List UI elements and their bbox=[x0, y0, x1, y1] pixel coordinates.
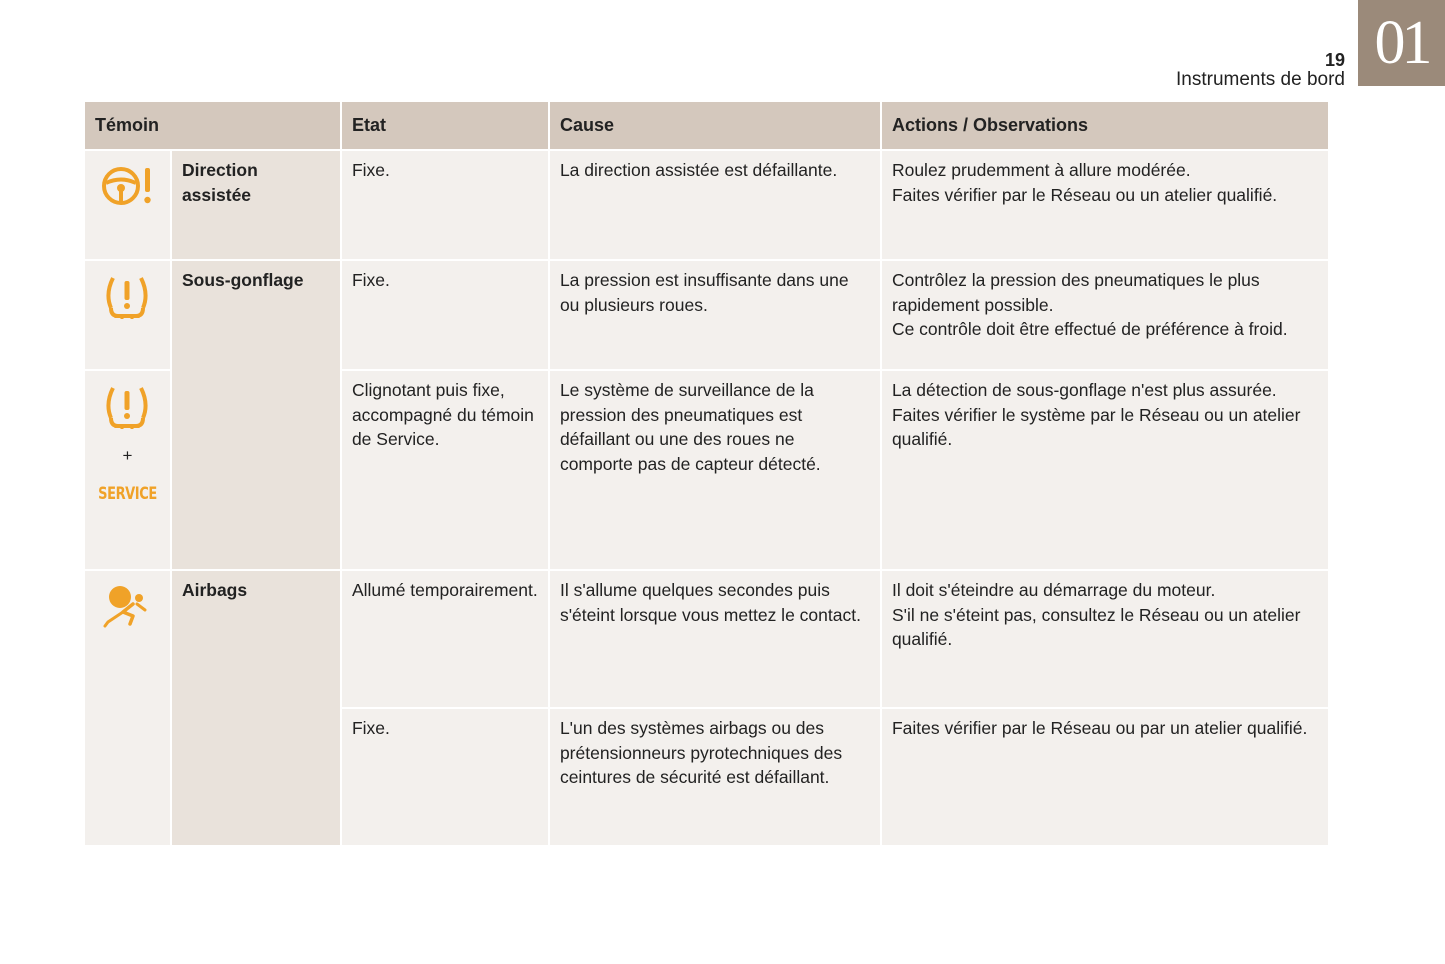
column-header-etat: Etat bbox=[342, 102, 548, 149]
column-header-temoin: Témoin bbox=[85, 102, 340, 149]
airbag-icon bbox=[93, 584, 162, 628]
icon-cell bbox=[85, 261, 170, 369]
cause-cell: Il s'allume quelques secondes puis s'éteint lorsque vous mettez le contact. bbox=[550, 571, 880, 707]
actions-cell bbox=[882, 709, 1328, 845]
plus-sign: + bbox=[122, 446, 133, 465]
service-warning-icon: SERVICE bbox=[98, 483, 157, 504]
actions-cell bbox=[882, 261, 1328, 369]
table-row bbox=[85, 151, 1328, 259]
action-line: Faites vérifier le système par le Réseau ou un atelier qualifié. bbox=[891, 404, 1301, 449]
action-line: Faites vérifier par le Réseau ou par un atelier qualifié. bbox=[891, 718, 1308, 738]
steering-warning-icon bbox=[93, 164, 162, 208]
chapter-tab: 01 bbox=[1358, 0, 1445, 86]
icon-cell bbox=[85, 571, 170, 845]
table-row bbox=[85, 261, 1328, 369]
cause-cell: Le système de surveillance de la pression des pneumatiques est défaillant ou une des roues ne comporte pas de capteur détecté. bbox=[550, 371, 880, 569]
action-line: S'il ne s'éteint pas, consultez le Réseau ou un atelier qualifié. bbox=[891, 604, 1301, 649]
icon-cell bbox=[85, 151, 170, 259]
action-line: Il doit s'éteindre au démarrage du moteur. bbox=[891, 580, 1216, 600]
column-header-cause: Cause bbox=[550, 102, 880, 149]
table-header-row bbox=[85, 102, 1328, 149]
cause-cell: La direction assistée est défaillante. bbox=[550, 151, 880, 259]
section-title: Instruments de bord bbox=[1176, 69, 1345, 90]
state-cell: Clignotant puis fixe, accompagné du témoin de Service. bbox=[342, 371, 548, 569]
state-cell: Allumé temporairement. bbox=[342, 571, 548, 707]
lamp-name: Sous-gonflage bbox=[172, 261, 340, 569]
table-row bbox=[85, 571, 1328, 707]
actions-cell bbox=[882, 571, 1328, 707]
action-line: Roulez prudemment à allure modérée. bbox=[891, 160, 1191, 180]
column-header-actions: Actions / Observations bbox=[882, 102, 1328, 149]
page-number: 19 bbox=[1324, 50, 1345, 70]
action-line: Ce contrôle doit être effectué de préférence à froid. bbox=[891, 319, 1288, 339]
cause-cell: La pression est insuffisante dans une ou plusieurs roues. bbox=[550, 261, 880, 369]
actions-cell bbox=[882, 371, 1328, 569]
warning-lamps-table bbox=[83, 100, 1330, 847]
tyre-pressure-icon bbox=[93, 384, 162, 430]
icon-cell bbox=[85, 371, 170, 569]
action-line: Faites vérifier par le Réseau ou un atelier qualifié. bbox=[891, 184, 1278, 205]
state-cell: Fixe. bbox=[342, 709, 548, 845]
actions-cell bbox=[882, 151, 1328, 259]
state-cell: Fixe. bbox=[342, 261, 548, 369]
lamp-name: Airbags bbox=[172, 571, 340, 845]
action-line: La détection de sous-gonflage n'est plus assurée. bbox=[891, 380, 1277, 400]
state-cell: Fixe. bbox=[342, 151, 548, 259]
cause-cell: L'un des systèmes airbags ou des prétensionneurs pyrotechniques des ceintures de sécurité est défaillant. bbox=[550, 709, 880, 845]
action-line: Contrôlez la pression des pneumatiques le plus rapidement possible. bbox=[891, 270, 1260, 315]
lamp-name: Direction assistée bbox=[172, 151, 340, 259]
tyre-pressure-icon bbox=[93, 274, 162, 320]
